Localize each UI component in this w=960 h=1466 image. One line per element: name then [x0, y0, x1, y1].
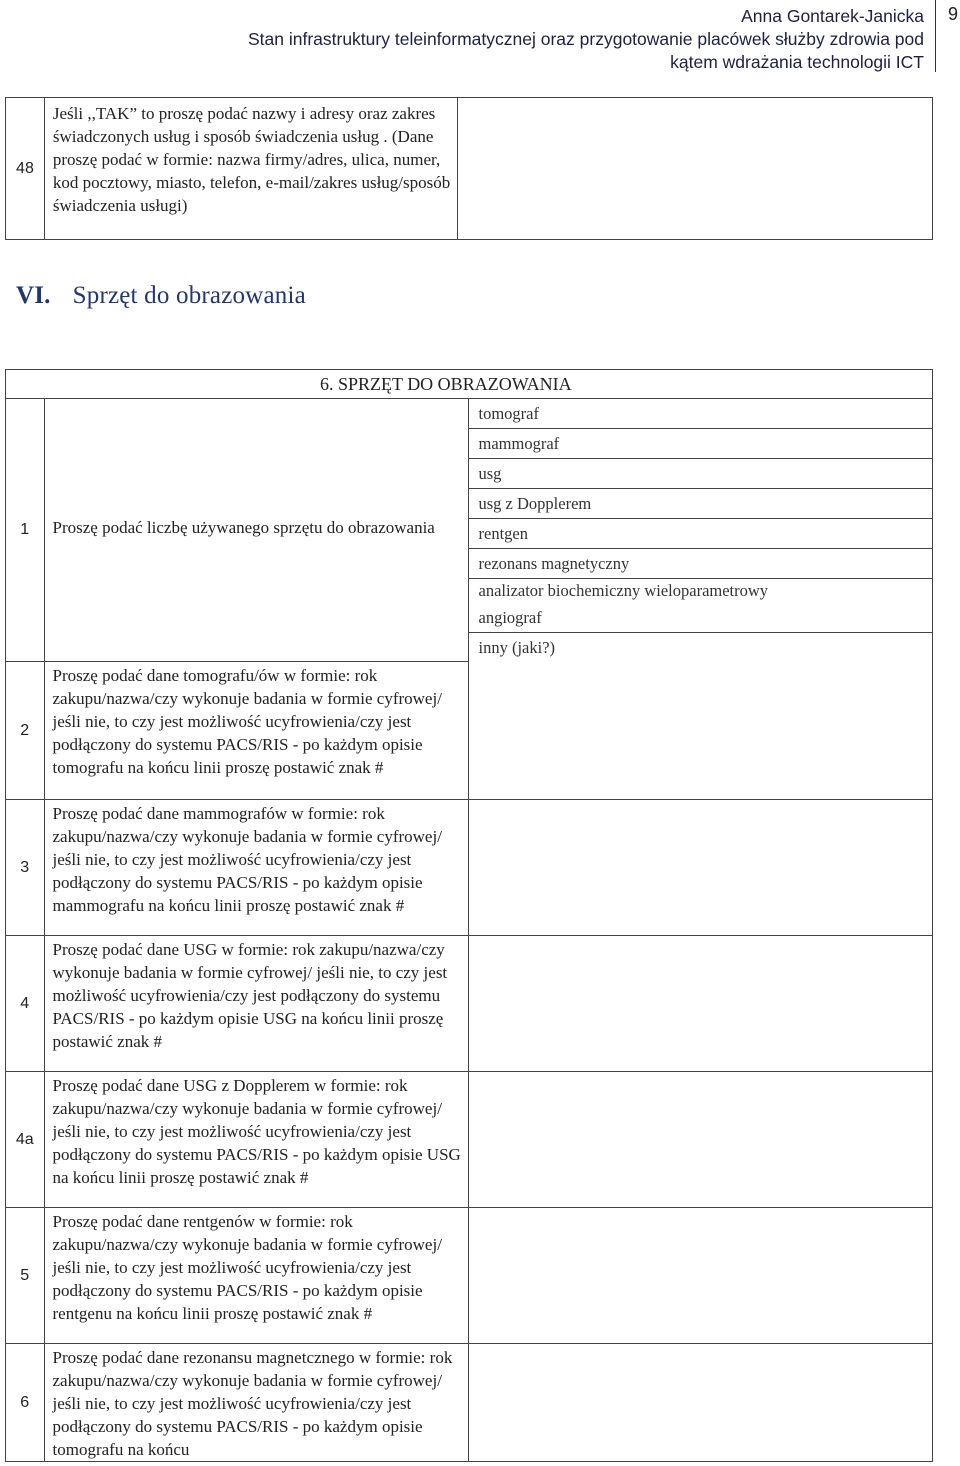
page-number: 9: [948, 4, 959, 24]
row-number: 3: [6, 800, 45, 936]
section-title: [16, 282, 306, 310]
row-number: 1: [6, 399, 45, 662]
row-number: 2: [6, 662, 45, 800]
option-item[interactable]: tomograf: [469, 399, 933, 429]
option-item[interactable]: usg z Dopplerem: [469, 489, 933, 519]
table-heading-text: 6. SPRZĘT DO OBRAZOWANIA: [320, 374, 572, 394]
question-text: Proszę podać dane rezonansu magnetcznego w formie: rok zakupu/nazwa/czy wykonuje badania w formie cyfrowej/ jeśli nie, to czy jest możliwość ucyfrowienia/czy jest podłączony do systemu PACS/RIS - po każdym opisie tomografu na końcu: [44, 1344, 468, 1462]
question-text: Jeśli ,,TAK” to proszę podać nazwy i adresy oraz zakres świadczonych usług i sposób świadczenia usług . (Dane proszę podać w formie: nazwa firmy/adres, ulica, numer, kod pocztowy, miasto, telefon, e-mail/zakres usług/sposób świadczenia usługi): [44, 98, 457, 240]
answer-cell[interactable]: [458, 98, 933, 240]
header-author: Anna Gontarek-Janicka: [741, 6, 924, 26]
table-row: [6, 98, 933, 240]
question-text: Proszę podać dane rentgenów w formie: rok zakupu/nazwa/czy wykonuje badania w formie cyfrowej/ jeśli nie, to czy jest możliwość ucyfrowienia/czy jest podłączony do systemu PACS/RIS - po każdym opisie rentgenu na końcu linii proszę postawić znak #: [44, 1208, 468, 1344]
row-number: 6: [6, 1344, 45, 1462]
header-divider: [935, 0, 936, 72]
option-item[interactable]: rezonans magnetyczny: [469, 549, 933, 579]
answer-cell[interactable]: [468, 1072, 933, 1208]
section-name: Sprzęt do obrazowania: [72, 282, 306, 309]
table-heading-row: [6, 370, 933, 399]
option-item[interactable]: inny (jaki?): [478, 638, 556, 657]
header-text: [248, 5, 924, 74]
row-number: 48: [6, 98, 45, 240]
table-row: [6, 800, 933, 936]
question-text: Proszę podać dane tomografu/ów w formie: rok zakupu/nazwa/czy wykonuje badania w formie cyfrowej/ jeśli nie, to czy jest możliwość ucyfrowienia/czy jest podłączony do systemu PACS/RIS - po każdym opisie tomografu na końcu linii proszę postawić znak #: [44, 662, 468, 800]
question-text: Proszę podać dane mammografów w formie: rok zakupu/nazwa/czy wykonuje badania w formie cyfrowej/ jeśli nie, to czy jest możliwość ucyfrowienia/czy jest podłączony do systemu PACS/RIS - po każdym opisie mammografu na końcu linii proszę postawić znak #: [44, 800, 468, 936]
row-number: 4: [6, 936, 45, 1072]
table-row: [6, 399, 933, 662]
question-48-table: [5, 97, 933, 240]
option-item[interactable]: angiograf: [469, 603, 933, 633]
table-row: [6, 936, 933, 1072]
answer-cell[interactable]: [468, 1344, 933, 1462]
option-item[interactable]: mammograf: [469, 429, 933, 459]
answer-cell[interactable]: [468, 800, 933, 936]
table-row: [6, 1344, 933, 1462]
table-row: [6, 1072, 933, 1208]
header-title-line1: Stan infrastruktury teleinformatycznej oraz przygotowanie placówek służby zdrowia pod: [247, 29, 924, 49]
row-number: 4a: [6, 1072, 45, 1208]
option-item[interactable]: usg: [469, 459, 933, 489]
imaging-equipment-table: [5, 369, 933, 1462]
equipment-options: [468, 399, 933, 800]
row-number: 5: [6, 1208, 45, 1344]
question-text: Proszę podać liczbę używanego sprzętu do obrazowania: [44, 399, 468, 662]
section-number: VI.: [16, 282, 51, 309]
question-text: Proszę podać dane USG z Dopplerem w formie: rok zakupu/nazwa/czy wykonuje badania w formie cyfrowej/ jeśli nie, to czy jest możliwość ucyfrowienia/czy jest podłączony do systemu PACS/RIS - po każdym opisie USG na końcu linii proszę postawić znak #: [44, 1072, 468, 1208]
question-text: Proszę podać dane USG w formie: rok zakupu/nazwa/czy wykonuje badania w formie cyfrowej/ jeśli nie, to czy jest możliwość ucyfrowienia/czy jest podłączony do systemu PACS/RIS - po każdym opisie USG na końcu linii proszę postawić znak #: [44, 936, 468, 1072]
option-item[interactable]: rentgen: [469, 519, 933, 549]
answer-cell[interactable]: [468, 936, 933, 1072]
table-heading: [320, 370, 933, 399]
header-title-line2: kątem wdrażania technologii ICT: [670, 52, 924, 72]
answer-cell[interactable]: [468, 1208, 933, 1344]
table-row: [6, 1208, 933, 1344]
option-item[interactable]: analizator biochemiczny wieloparametrowy: [478, 581, 769, 600]
page-header: [0, 0, 960, 76]
